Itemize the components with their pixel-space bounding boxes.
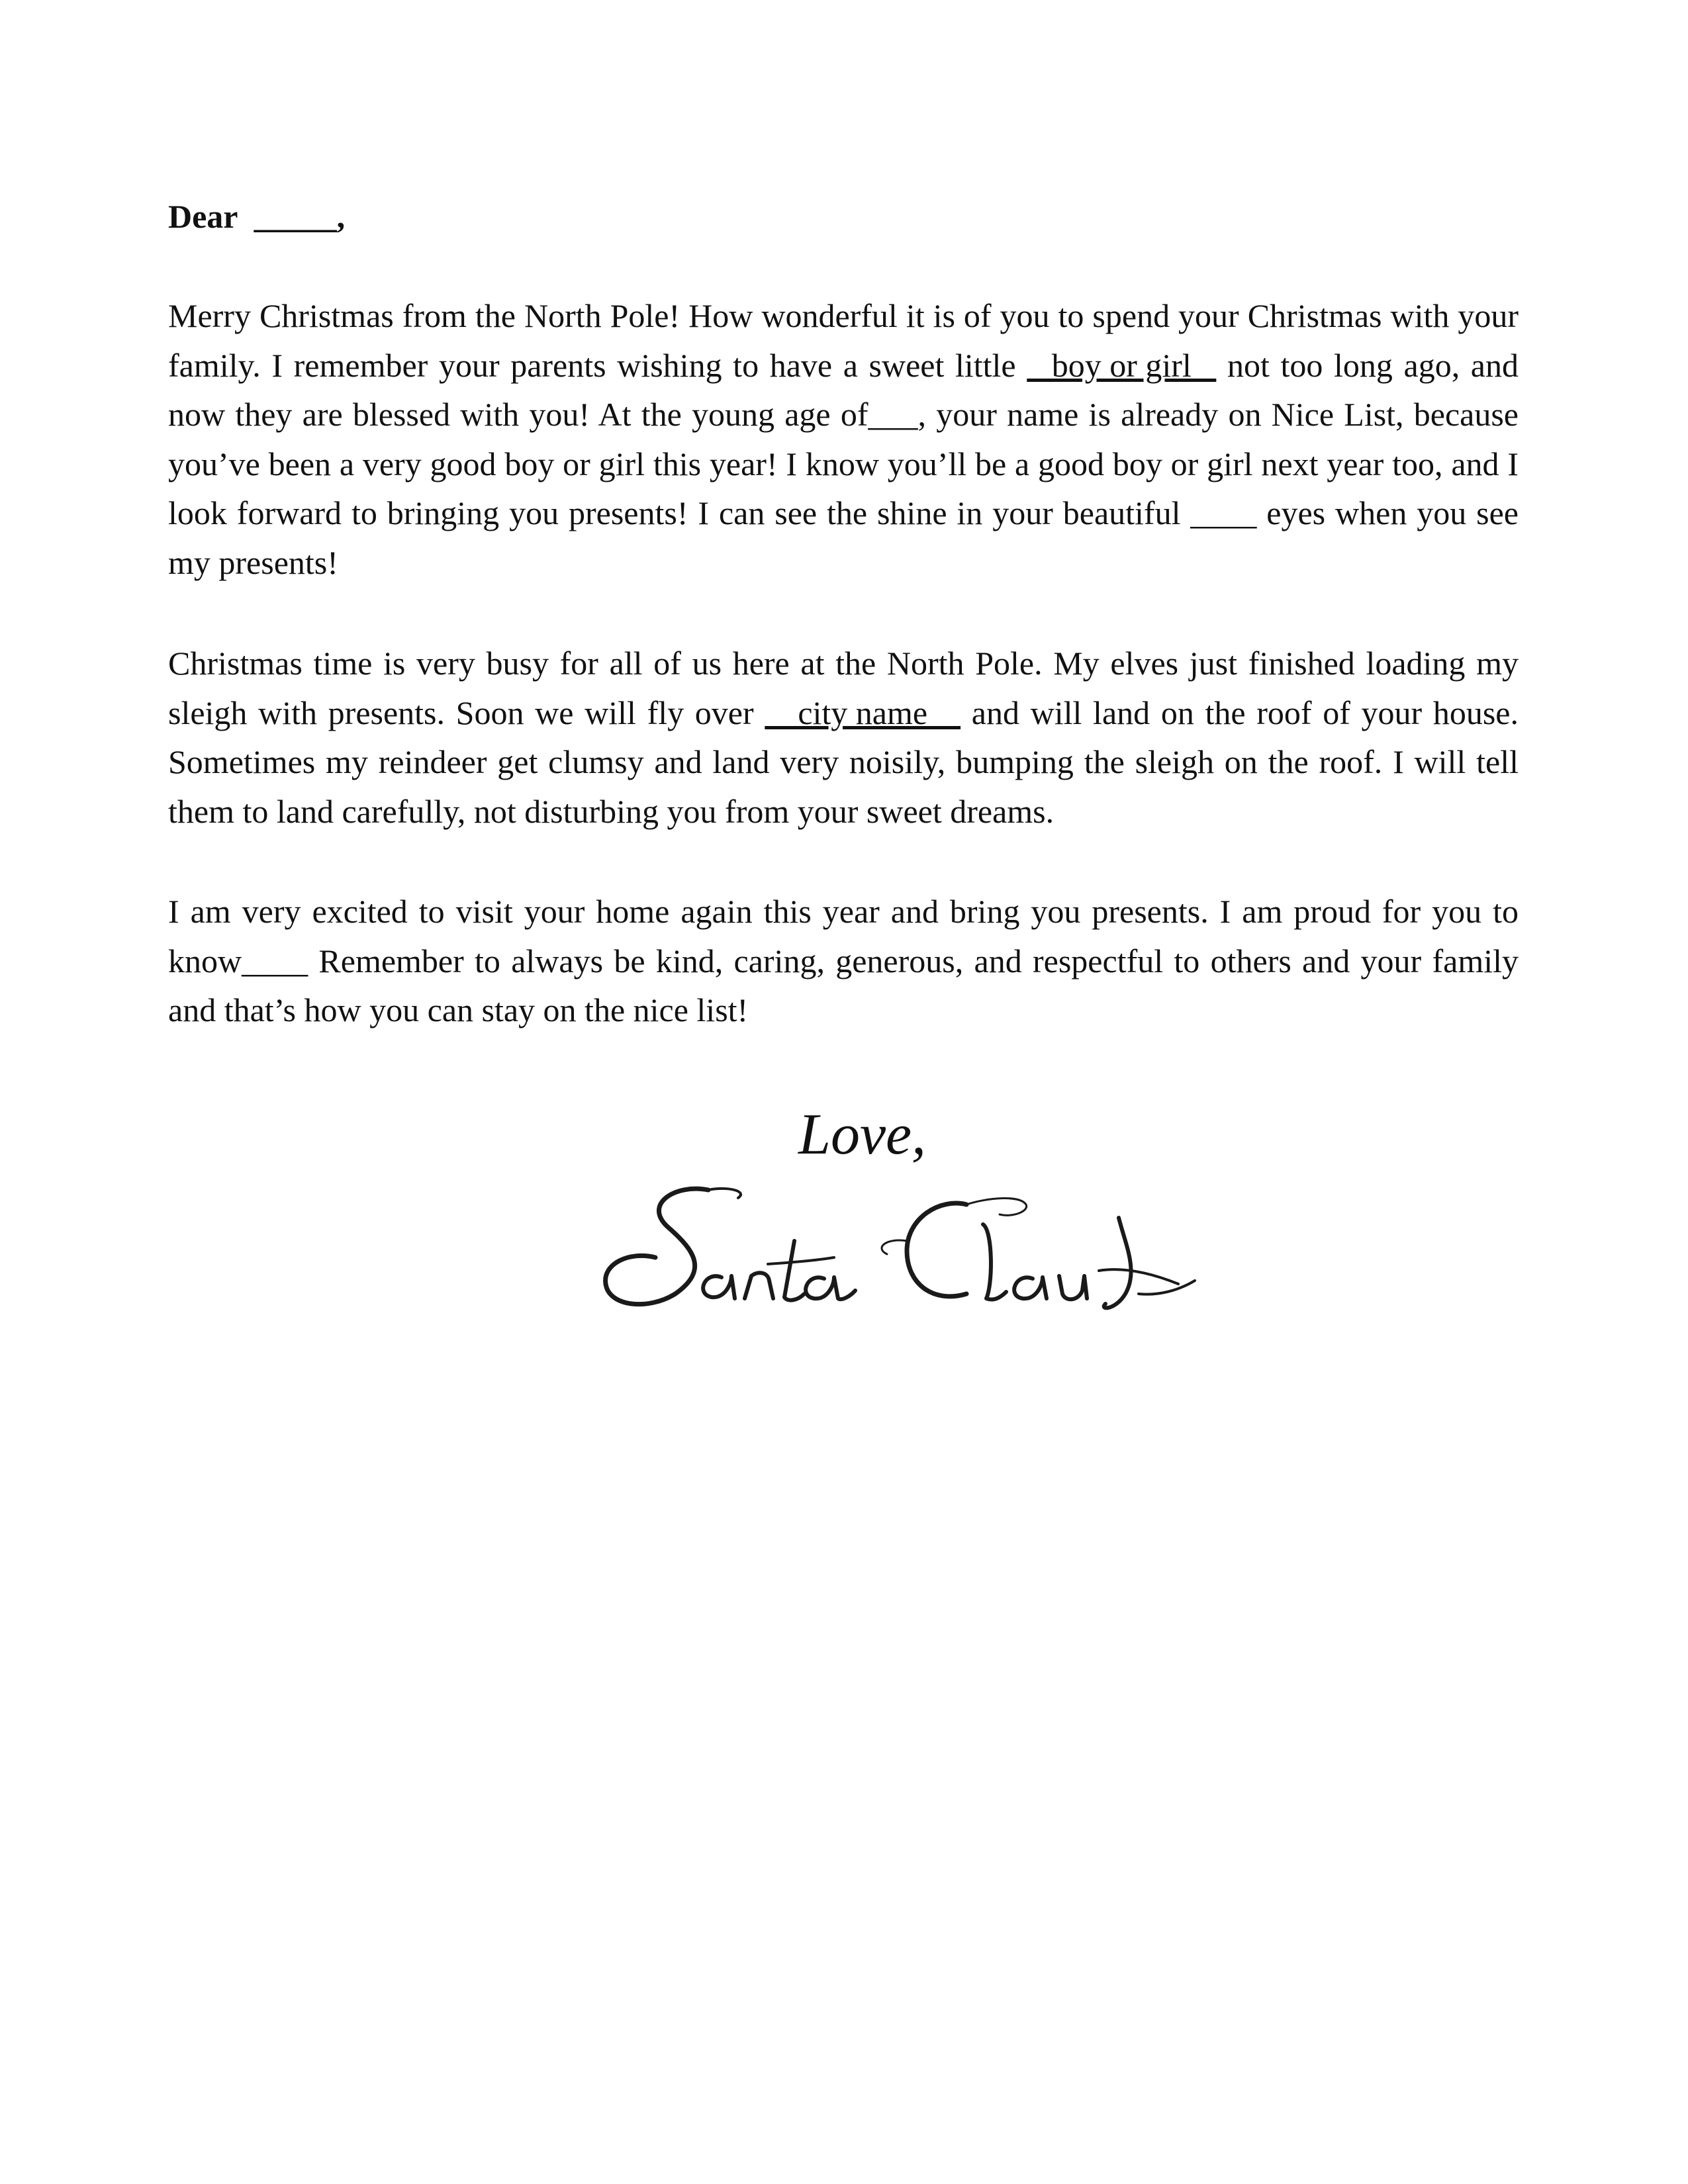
paragraph-greeting xyxy=(168,291,1519,587)
blank-eye-color: ____ xyxy=(1190,494,1257,531)
paragraph1-text-3: , your name is already on Nice List, because you’ve been a very good boy or girl this year! I know you’ll be a good boy or girl next year too, and I look forward to bringing you presents! I can see the shine in your beautiful xyxy=(168,396,1519,531)
paragraph-north-pole xyxy=(168,639,1519,836)
blank-city: city name xyxy=(765,694,961,731)
paragraph3-text-1: I am very excited to visit your home again this year and bring you presents. I am proud for you to know xyxy=(168,893,1519,979)
santa-claus-signature xyxy=(596,1178,1225,1330)
paragraph1-text-2: not too long ago, and now they are blessed with you! At the young age of xyxy=(168,346,1519,433)
paragraph1-text-1: Merry Christmas from the North Pole! How wonderful it is of you to spend your Christmas with your family. I remember your parents wishing to have a sweet little xyxy=(168,297,1519,384)
salutation: Dear _____, xyxy=(168,198,346,235)
closing-love: Love, xyxy=(798,1103,927,1167)
paragraph2-text-1: Christmas time is very busy for all of us here at the North Pole. My elves just finished loading my sleigh with presents. Soon we will fly over xyxy=(168,645,1519,731)
paragraph3-text-2: Remember to always be kind, caring, generous, and respectful to others and your family and that’s how you can stay on the nice list! xyxy=(168,942,1519,1028)
blank-age: ___ xyxy=(868,396,918,433)
signature-text: Santa Claus xyxy=(596,1178,599,1179)
blank-know: ____ xyxy=(242,942,308,979)
blank-gender: boy or girl xyxy=(1027,346,1217,384)
paragraph2-text-2: and will land on the roof of your house. Sometimes my reindeer get clumsy and land very noisily, bumping the sleigh on the roof. I will tell them to land carefully, not disturbing you from your sweet dreams. xyxy=(168,694,1519,830)
paragraph1-text-4: eyes when you see my presents! xyxy=(168,494,1519,581)
paragraph-visit xyxy=(168,887,1519,1035)
